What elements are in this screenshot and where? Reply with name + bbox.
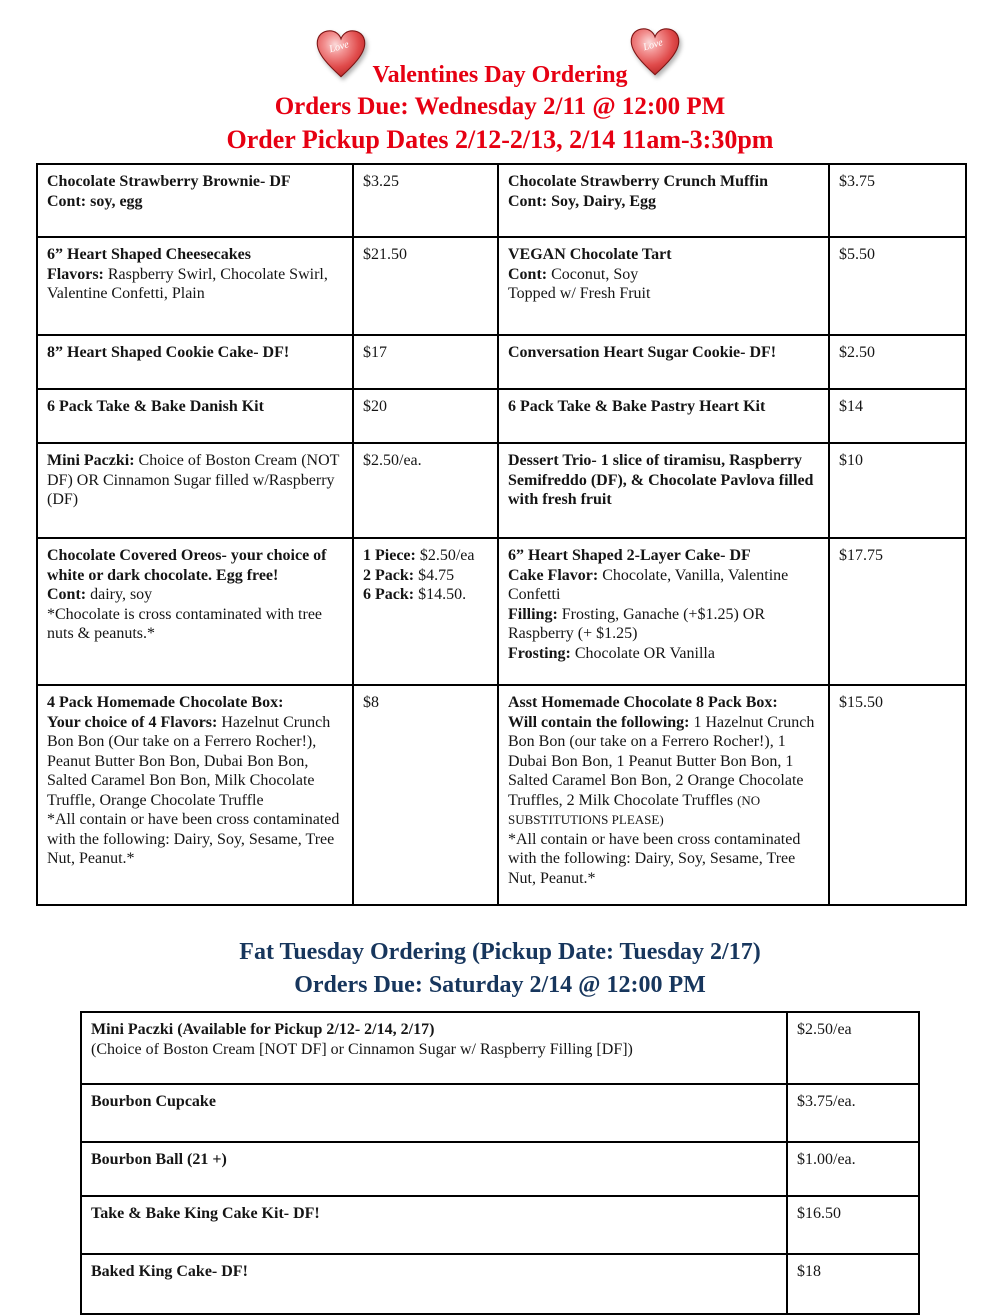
fat-tuesday-title: Fat Tuesday Ordering (Pickup Date: Tuesday 2/17): [239, 939, 761, 965]
item-cell: Baked King Cake- DF!: [81, 1254, 787, 1314]
heart-love-label: Love: [328, 39, 351, 56]
valentines-header: [0, 0, 1000, 157]
item-cell: VEGAN Chocolate Tart Cont: Coconut, Soy Topped w/ Fresh Fruit: [498, 237, 829, 335]
price-cell: $14: [829, 389, 966, 443]
item-cell: 8” Heart Shaped Cookie Cake- DF!: [37, 335, 353, 389]
price-cell: $3.75: [829, 164, 966, 237]
item-cell: Asst Homemade Chocolate 8 Pack Box: Will contain the following: 1 Hazelnut Crunch Bon Bon (our take on a Ferrero Rocher!), 1 Dubai Bon Bon, 1 Peanut Butter Bon Bon, 1 Salted Caramel Bon Bon, 2 Orange Chocolate Truffles, 2 Milk Chocolate Truffles (NO SUBSTITUTIONS PLEASE) *All contain or have been cross contaminated with the following: Dairy, Soy, Sesame, Tree Nut, Peanut.*: [498, 685, 829, 905]
fat-tuesday-orders-due: Orders Due: Saturday 2/14 @ 12:00 PM: [294, 972, 706, 998]
price-cell: $1.00/ea.: [787, 1142, 919, 1196]
item-cell: Dessert Trio- 1 slice of tiramisu, Raspberry Semifreddo (DF), & Chocolate Pavlova filled with fresh fruit: [498, 443, 829, 538]
price-cell: $17.75: [829, 538, 966, 685]
item-cell: Chocolate Strawberry Crunch Muffin Cont: Soy, Dairy, Egg: [498, 164, 829, 237]
valentines-title: Valentines Day Ordering: [372, 62, 628, 88]
item-cell: Mini Paczki: Choice of Boston Cream (NOT DF) OR Cinnamon Sugar filled w/Raspberry (DF): [37, 443, 353, 538]
table-row: [81, 1142, 919, 1196]
table-row: [81, 1196, 919, 1254]
item-cell: 6 Pack Take & Bake Danish Kit: [37, 389, 353, 443]
heart-love-label: Love: [642, 37, 665, 54]
price-cell: $3.25: [353, 164, 498, 237]
item-cell: 4 Pack Homemade Chocolate Box: Your choice of 4 Flavors: Hazelnut Crunch Bon Bon (Our take on a Ferrero Rocher!), Peanut Butter Bon Bon, Dubai Bon Bon, Salted Caramel Bon Bon, Milk Chocolate Truffle, Orange Chocolate Truffle *All contain or have been cross contaminated with the following: Dairy, Soy, Sesame, Tree Nut, Peanut.*: [37, 685, 353, 905]
valentines-orders-due: Orders Due: Wednesday 2/11 @ 12:00 PM: [274, 93, 726, 120]
price-cell: $2.50/ea: [787, 1012, 919, 1084]
price-cell: $3.75/ea.: [787, 1084, 919, 1142]
fat-tuesday-header: [0, 936, 1000, 1002]
item-cell: Bourbon Ball (21 +): [81, 1142, 787, 1196]
valentines-table: [36, 163, 967, 906]
price-cell: $20: [353, 389, 498, 443]
price-cell: $2.50: [829, 335, 966, 389]
table-row: [37, 685, 966, 905]
table-row: [37, 389, 966, 443]
item-cell: Chocolate Strawberry Brownie- DF Cont: soy, egg: [37, 164, 353, 237]
valentines-pickup-dates: Order Pickup Dates 2/12-2/13, 2/14 11am-3:30pm: [226, 125, 774, 154]
fat-tuesday-table: [80, 1011, 920, 1315]
item-cell: 6 Pack Take & Bake Pastry Heart Kit: [498, 389, 829, 443]
table-row: [81, 1012, 919, 1084]
price-cell: 1 Piece: $2.50/ea 2 Pack: $4.75 6 Pack: $14.50.: [353, 538, 498, 685]
heart-love-icon: [314, 28, 368, 80]
price-cell: $2.50/ea.: [353, 443, 498, 538]
item-cell: Bourbon Cupcake: [81, 1084, 787, 1142]
price-cell: $5.50: [829, 237, 966, 335]
item-cell: Take & Bake King Cake Kit- DF!: [81, 1196, 787, 1254]
price-cell: $8: [353, 685, 498, 905]
price-cell: $17: [353, 335, 498, 389]
table-row: [37, 237, 966, 335]
item-cell: Chocolate Covered Oreos- your choice of white or dark chocolate. Egg free! Cont: dairy, soy *Chocolate is cross contaminated with tree nuts & peanuts.*: [37, 538, 353, 685]
price-cell: $21.50: [353, 237, 498, 335]
table-row: [37, 164, 966, 237]
table-row: [37, 538, 966, 685]
table-row: [37, 335, 966, 389]
item-cell: Mini Paczki (Available for Pickup 2/12- 2/14, 2/17) (Choice of Boston Cream [NOT DF] or Cinnamon Sugar w/ Raspberry Filling [DF]): [81, 1012, 787, 1084]
price-cell: $10: [829, 443, 966, 538]
item-cell: 6” Heart Shaped Cheesecakes Flavors: Raspberry Swirl, Chocolate Swirl, Valentine Confetti, Plain: [37, 237, 353, 335]
table-row: [37, 443, 966, 538]
heart-love-icon: [628, 26, 682, 78]
table-row: [81, 1084, 919, 1142]
price-cell: $15.50: [829, 685, 966, 905]
item-cell: Conversation Heart Sugar Cookie- DF!: [498, 335, 829, 389]
price-cell: $18: [787, 1254, 919, 1314]
table-row: [81, 1254, 919, 1314]
item-cell: 6” Heart Shaped 2-Layer Cake- DF Cake Flavor: Chocolate, Vanilla, Valentine Confetti Filling: Frosting, Ganache (+$1.25) OR Raspberry (+ $1.25) Frosting: Chocolate OR Vanilla: [498, 538, 829, 685]
price-cell: $16.50: [787, 1196, 919, 1254]
